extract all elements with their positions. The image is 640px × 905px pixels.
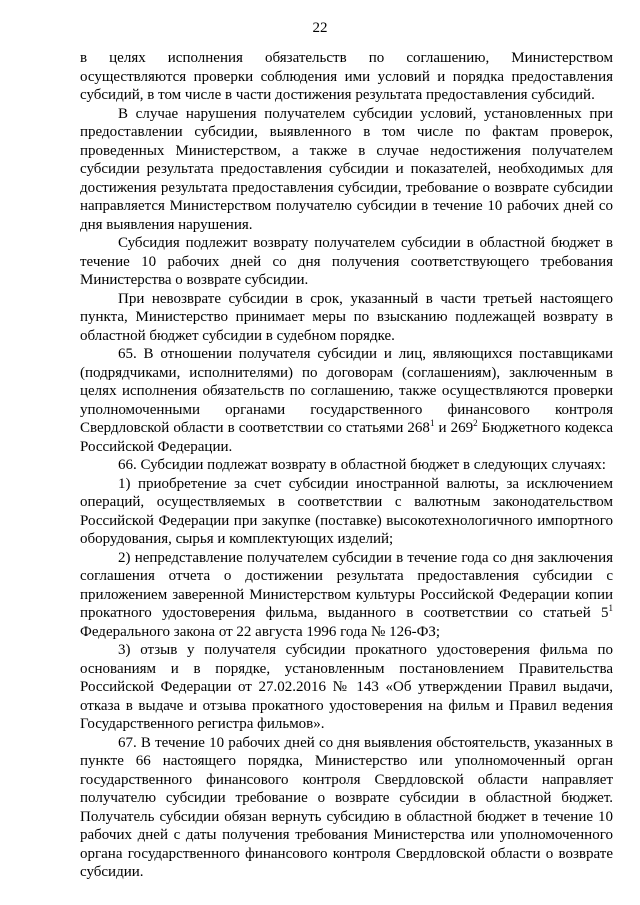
paragraph-continuation: в целях исполнения обязательств по соглашению, Министерством осуществляются проверки соблюдения ими условий и порядка предоставления субсидий, в том числе в части достижения результата предоставления субсидий.	[80, 50, 613, 103]
paragraph-item-66-1: 1) приобретение за счет субсидии иностранной валюты, за исключением операций, осуществляемых в соответствии с валютным законодательством Российской Федерации при закупке (поставке) высокотехнологичного импортного оборудования, сырья и комплектующих изделий;	[80, 475, 613, 547]
item-65-superscript-2: 2	[473, 418, 478, 428]
item-66-2-text-after: Федерального закона от 22 августа 1996 года № 126-ФЗ;	[80, 623, 441, 640]
paragraph-return-deadline: Субсидия подлежит возврату получателем субсидии в областной бюджет в течение 10 рабочих дней со дня получения соответствующего требования Министерства о возврате субсидии.	[80, 235, 613, 288]
item-65-text-after: Бюджетного кодекса Российской Федерации.	[80, 420, 614, 455]
item-66-2-text-before: 2) непредставление получателем субсидии в течение года со дня заключения соглашения отчета о достижении результата предоставления субсидии с приложением заверенной Министерством культуры Российской Федерации копии прокатного удостоверения фильма, выданного в соответствии со статьей 5	[80, 549, 613, 621]
page-number: 22	[312, 20, 328, 36]
paragraph-item-67: 67. В течение 10 рабочих дней со дня выявления обстоятельств, указанных в пункте 66 настоящего порядка, Министерство или уполномоченный орган государственного финансового контроля Свердловской области направляет получателю субсидии требование о возврате субсидии в областной бюджет. Получатель субсидии обязан вернуть субсидию в областной бюджет в течение 10 рабочих дней с даты получения требования Министерства или уполномоченного органа государственного финансового контроля Свердловской области о возврате субсидии.	[80, 734, 613, 880]
paragraph-item-66: 66. Субсидии подлежат возврату в областной бюджет в следующих случаях:	[118, 457, 606, 473]
paragraph-non-return: При невозврате субсидии в срок, указанный в части третьей настоящего пункта, Министерство принимает меры по взысканию подлежащей возврату в областной бюджет субсидии в судебном порядке.	[80, 290, 613, 344]
document-body	[80, 49, 613, 882]
item-65-text-mid: и 269	[434, 420, 474, 436]
item-66-2-superscript: 1	[608, 603, 613, 613]
item-65-text-before: 65. В отношении получателя субсидии и лиц, являющихся поставщиками (подрядчиками, исполнителями) по договорам (соглашениям), заключенным в целях исполнения обязательств по соглашению, также осуществляются проверки уполномоченными органами государственного финансового контроля Свердловской области в соответствии со статьями 268	[80, 346, 613, 436]
paragraph-violation-return: В случае нарушения получателем субсидии условий, установленных при предоставлении субсидии, выявленного в том числе по фактам проверок, проведенных Министерством, а также в случае недостижения получателем субсидии результата предоставления субсидии и показателей, необходимых для достижения результата предоставления субсидии, требование о возврате субсидии направляется Министерством получателю субсидии в течение 10 рабочих дней со дня выявления нарушения.	[80, 105, 613, 233]
paragraph-item-66-3: 3) отзыв у получателя субсидии прокатного удостоверения фильма по основаниям и в порядке, установленным постановлением Правительства Российской Федерации от 27.02.2016 № 143 «Об утверждении Правил выдачи, отказа в выдаче и отзыва прокатного удостоверения на фильм и Правил ведения Государственного регистра фильмов».	[80, 642, 613, 732]
item-65-superscript-1: 1	[429, 418, 435, 428]
paragraph-item-66-2	[80, 549, 613, 642]
paragraph-item-65	[80, 345, 613, 456]
